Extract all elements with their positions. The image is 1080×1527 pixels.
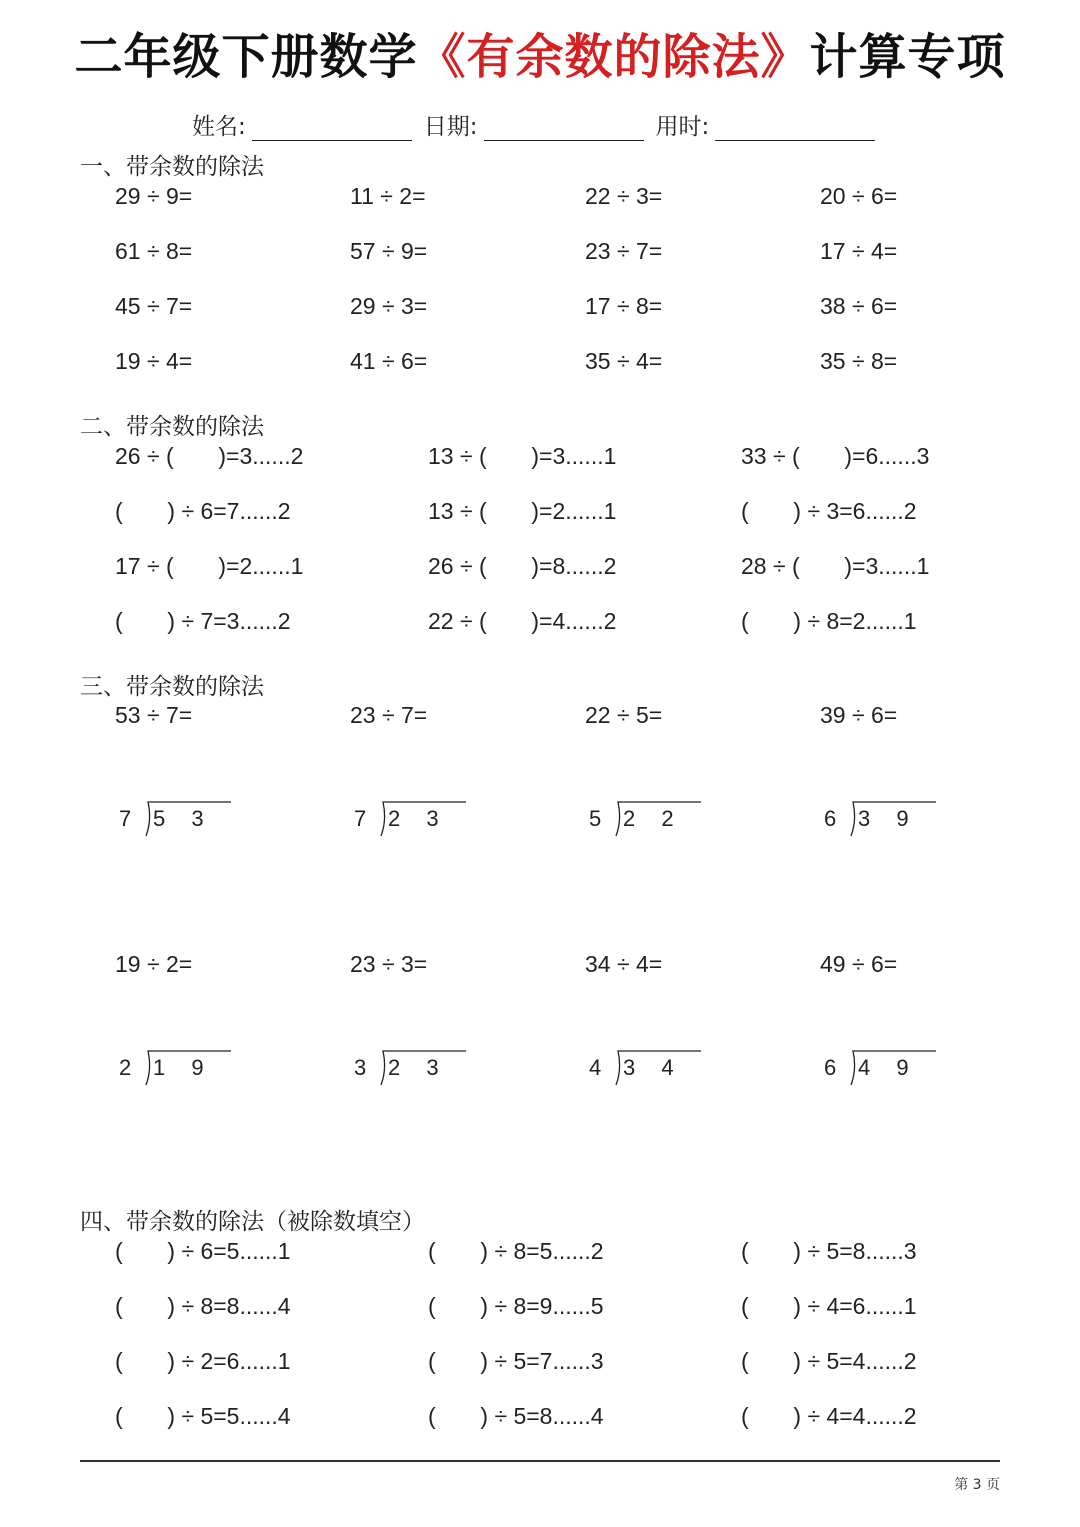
fill-divisor-problem: 13 ÷ ( )=2......1 [428, 498, 617, 524]
dividend: 5 3 [153, 806, 214, 831]
name-blank[interactable] [252, 118, 412, 141]
fill-dividend-problem: ( ) ÷ 5=8......3 [741, 1238, 917, 1264]
fill-divisor-problem: 13 ÷ ( )=3......1 [428, 443, 617, 469]
division-problem: 38 ÷ 6= [820, 293, 898, 319]
divisor: 5 [589, 806, 602, 831]
division-problem: 19 ÷ 4= [115, 348, 193, 374]
page-title [0, 18, 1080, 87]
date-blank[interactable] [484, 118, 644, 141]
fill-divisor-problem: ( ) ÷ 3=6......2 [741, 498, 917, 524]
division-problem: 41 ÷ 6= [350, 348, 428, 374]
dividend: 3 4 [623, 1055, 684, 1080]
division-problem: 17 ÷ 8= [585, 293, 663, 319]
division-problem: 29 ÷ 9= [115, 183, 193, 209]
division-problem: 20 ÷ 6= [820, 183, 898, 209]
dividend: 2 3 [388, 806, 449, 831]
division-problem: 17 ÷ 4= [820, 238, 898, 264]
fill-divisor-problem: ( ) ÷ 6=7......2 [115, 498, 291, 524]
fill-dividend-problem: ( ) ÷ 8=8......4 [115, 1293, 291, 1319]
fill-divisor-problem: 33 ÷ ( )=6......3 [741, 443, 930, 469]
long-division[interactable] [824, 1049, 944, 1089]
section-3-heading: 三、带余数的除法 [80, 674, 264, 700]
fill-dividend-problem: ( ) ÷ 4=6......1 [741, 1293, 917, 1319]
fill-divisor-problem: ( ) ÷ 7=3......2 [115, 608, 291, 634]
time-label: 用时: [655, 114, 710, 140]
fill-divisor-problem: 17 ÷ ( )=2......1 [115, 553, 304, 579]
division-problem: 29 ÷ 3= [350, 293, 428, 319]
fill-dividend-problem: ( ) ÷ 5=4......2 [741, 1348, 917, 1374]
division-problem: 39 ÷ 6= [820, 702, 898, 728]
long-division[interactable] [589, 1049, 709, 1089]
fill-dividend-problem: ( ) ÷ 8=9......5 [428, 1293, 604, 1319]
divisor: 6 [824, 806, 837, 831]
division-problem: 45 ÷ 7= [115, 293, 193, 319]
long-division[interactable] [354, 800, 474, 840]
page-number: 第 3 页 [954, 1477, 1000, 1493]
fill-dividend-problem: ( ) ÷ 5=8......4 [428, 1403, 604, 1429]
division-problem: 49 ÷ 6= [820, 951, 898, 977]
division-problem: 61 ÷ 8= [115, 238, 193, 264]
fill-divisor-problem: 28 ÷ ( )=3......1 [741, 553, 930, 579]
divisor: 3 [354, 1055, 367, 1080]
fill-dividend-problem: ( ) ÷ 6=5......1 [115, 1238, 291, 1264]
division-problem: 23 ÷ 7= [350, 702, 428, 728]
divisor: 2 [119, 1055, 132, 1080]
division-problem: 53 ÷ 7= [115, 702, 193, 728]
title-highlight: 《有余数的除法》 [417, 29, 810, 85]
section-4-heading: 四、带余数的除法（被除数填空） [80, 1209, 425, 1235]
fill-dividend-problem: ( ) ÷ 5=7......3 [428, 1348, 604, 1374]
name-label: 姓名: [192, 114, 246, 140]
divisor: 7 [119, 806, 132, 831]
long-division[interactable] [119, 800, 239, 840]
division-problem: 19 ÷ 2= [115, 951, 193, 977]
dividend: 1 9 [153, 1055, 214, 1080]
divisor: 4 [589, 1055, 602, 1080]
fill-divisor-problem: 26 ÷ ( )=3......2 [115, 443, 304, 469]
student-info [192, 108, 887, 141]
title-prefix: 二年级下册数学 [74, 29, 418, 85]
fill-divisor-problem: 22 ÷ ( )=4......2 [428, 608, 617, 634]
division-problem: 35 ÷ 4= [585, 348, 663, 374]
fill-dividend-problem: ( ) ÷ 2=6......1 [115, 1348, 291, 1374]
division-problem: 22 ÷ 3= [585, 183, 663, 209]
division-problem: 22 ÷ 5= [585, 702, 663, 728]
dividend: 2 3 [388, 1055, 449, 1080]
long-division[interactable] [354, 1049, 474, 1089]
dividend: 4 9 [858, 1055, 919, 1080]
long-division[interactable] [119, 1049, 239, 1089]
section-1-heading: 一、带余数的除法 [80, 154, 264, 180]
fill-dividend-problem: ( ) ÷ 5=5......4 [115, 1403, 291, 1429]
division-problem: 35 ÷ 8= [820, 348, 898, 374]
dividend: 2 2 [623, 806, 684, 831]
divisor: 7 [354, 806, 367, 831]
title-suffix: 计算专项 [809, 29, 1006, 85]
long-division[interactable] [824, 800, 944, 840]
section-2-heading: 二、带余数的除法 [80, 414, 264, 440]
division-problem: 34 ÷ 4= [585, 951, 663, 977]
division-problem: 11 ÷ 2= [350, 183, 426, 209]
fill-dividend-problem: ( ) ÷ 8=5......2 [428, 1238, 604, 1264]
division-problem: 23 ÷ 3= [350, 951, 428, 977]
division-problem: 57 ÷ 9= [350, 238, 428, 264]
dividend: 3 9 [858, 806, 919, 831]
long-division[interactable] [589, 800, 709, 840]
footer-divider [80, 1460, 1000, 1462]
fill-divisor-problem: 26 ÷ ( )=8......2 [428, 553, 617, 579]
date-label: 日期: [423, 114, 478, 140]
time-blank[interactable] [715, 118, 875, 141]
fill-divisor-problem: ( ) ÷ 8=2......1 [741, 608, 917, 634]
fill-dividend-problem: ( ) ÷ 4=4......2 [741, 1403, 917, 1429]
divisor: 6 [824, 1055, 837, 1080]
division-problem: 23 ÷ 7= [585, 238, 663, 264]
